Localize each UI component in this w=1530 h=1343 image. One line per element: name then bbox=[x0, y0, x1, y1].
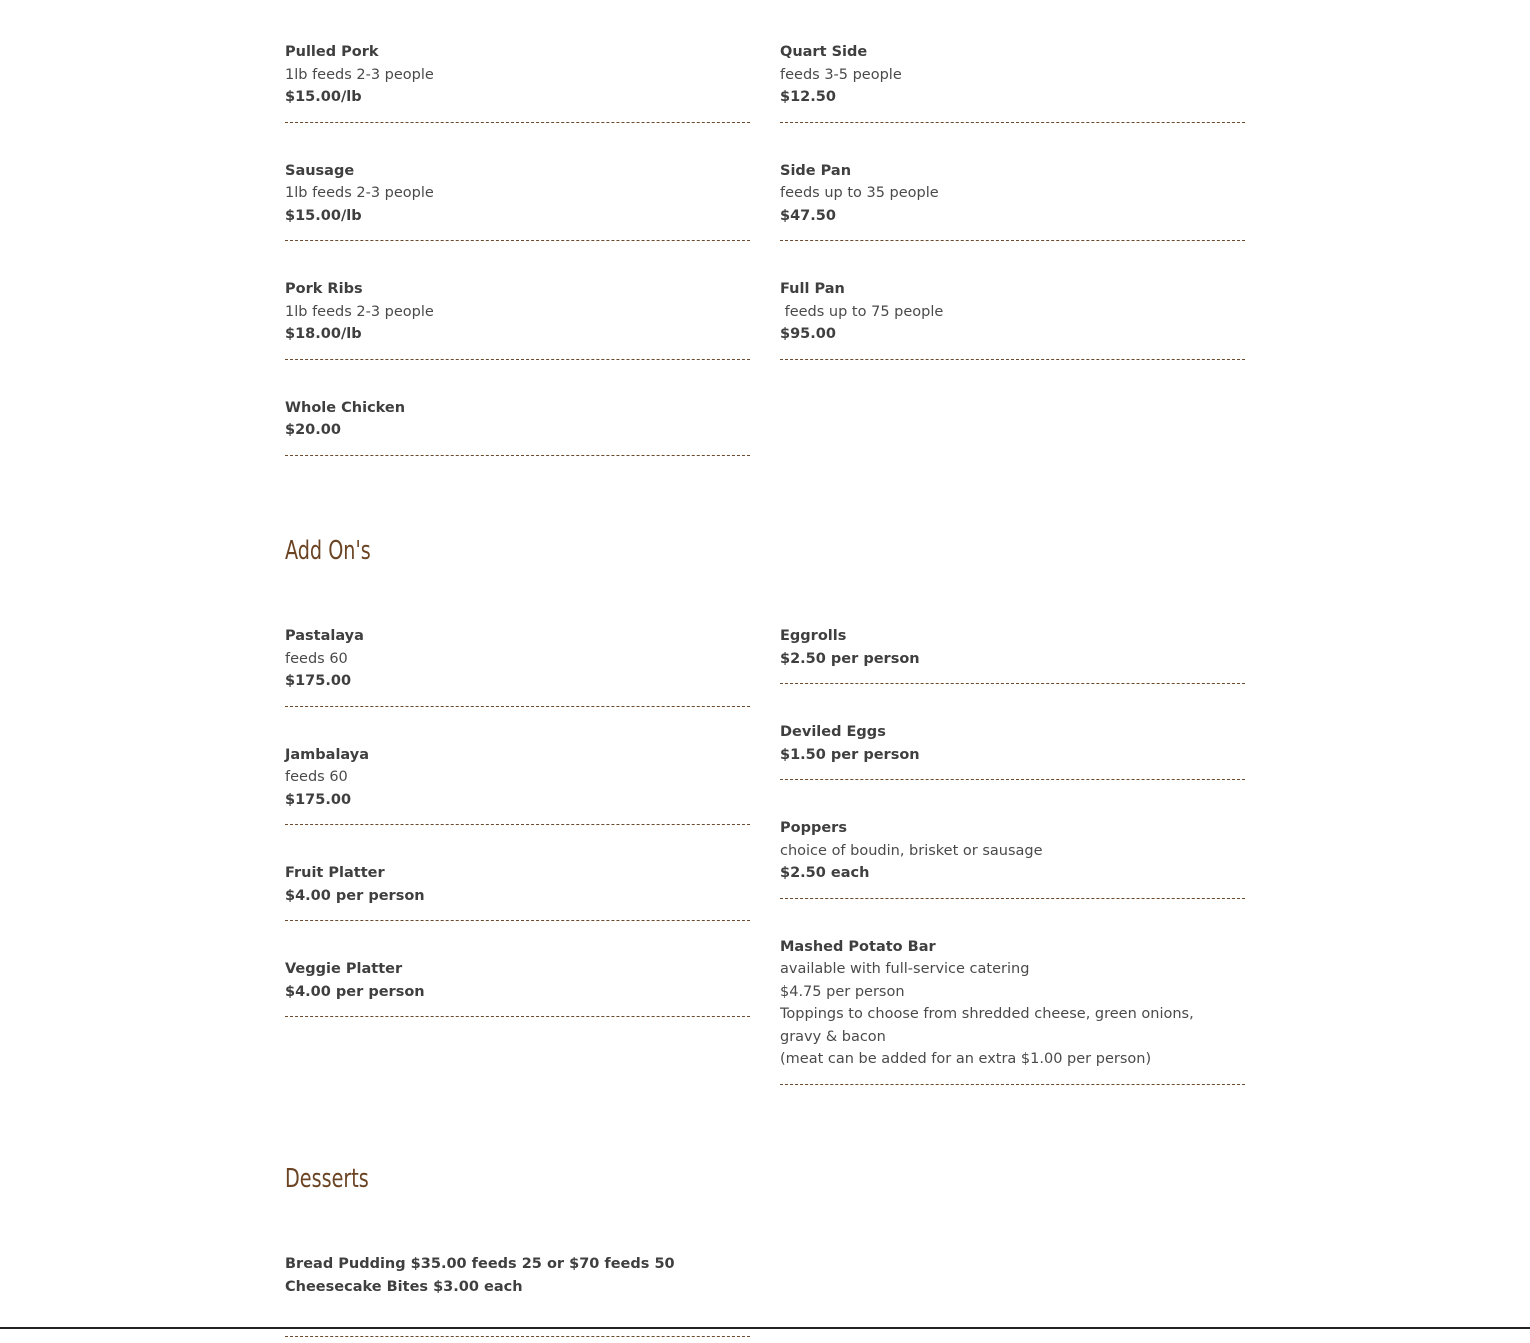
item-description: feeds up to 35 people bbox=[780, 185, 939, 201]
menu-item-pastalaya bbox=[285, 594, 750, 707]
meats-right-column bbox=[780, 10, 1245, 366]
menu-item-poppers bbox=[780, 786, 1245, 899]
item-description: 1lb feeds 2-3 people bbox=[285, 66, 434, 83]
item-name: Bread Pudding $35.00 feeds 25 or $70 feeds 50 bbox=[285, 1256, 675, 1272]
item-description: feeds up to 75 people bbox=[780, 303, 944, 320]
item-name: Mashed Potato Bar bbox=[780, 938, 936, 955]
addons-heading: Add On's bbox=[285, 536, 371, 566]
item-name: Jambalaya bbox=[285, 746, 369, 763]
menu-item-pulled-pork bbox=[285, 10, 750, 123]
menu-item-deviled-eggs bbox=[780, 690, 1245, 780]
menu-item-veggie-platter bbox=[285, 927, 750, 1017]
item-name: Full Pan bbox=[780, 281, 845, 297]
menu-item-side-pan bbox=[780, 129, 1245, 242]
item-name: Whole Chicken bbox=[285, 399, 406, 416]
item-price: $1.50 per person bbox=[780, 746, 920, 763]
item-name: Veggie Platter bbox=[285, 961, 403, 977]
menu-item-eggrolls bbox=[780, 594, 1245, 684]
item-price: $175.00 bbox=[285, 673, 352, 689]
item-name: Pastalaya bbox=[285, 628, 364, 644]
item-price: $18.00/lb bbox=[285, 326, 362, 342]
desserts-section bbox=[285, 1222, 750, 1343]
item-name: Side Pan bbox=[780, 162, 852, 179]
item-description: feeds 60 bbox=[285, 650, 348, 667]
item-name: Quart Side bbox=[780, 44, 868, 60]
item-description: choice of boudin, brisket or sausage bbox=[780, 842, 1043, 859]
item-price: $2.50 each bbox=[780, 865, 870, 881]
addons-left-column bbox=[285, 594, 750, 1023]
item-description: 1lb feeds 2-3 people bbox=[285, 303, 434, 320]
item-name: Pulled Pork bbox=[285, 44, 379, 60]
item-description: available with full-service catering bbox=[780, 961, 1030, 977]
item-description: Toppings to choose from shredded cheese, green onions, bbox=[780, 1006, 1194, 1022]
item-name: Sausage bbox=[285, 162, 355, 179]
menu-item-fruit-platter bbox=[285, 831, 750, 921]
item-name: Pork Ribs bbox=[285, 281, 363, 297]
menu-item-mashed-potato-bar bbox=[780, 905, 1245, 1085]
meats-left-column bbox=[285, 10, 750, 462]
item-description: $4.75 per person bbox=[780, 983, 905, 1000]
menu-item-desserts bbox=[285, 1222, 750, 1337]
item-price: $20.00 bbox=[285, 422, 341, 438]
item-name: Fruit Platter bbox=[285, 865, 385, 881]
menu-item-sausage bbox=[285, 129, 750, 242]
menu-item-jambalaya bbox=[285, 713, 750, 826]
item-price: $2.50 per person bbox=[780, 650, 920, 667]
item-name: Cheesecake Bites $3.00 each bbox=[285, 1278, 523, 1295]
item-price: $12.50 bbox=[780, 89, 836, 105]
meats-section bbox=[285, 10, 1245, 462]
item-description: feeds 3-5 people bbox=[780, 66, 902, 83]
item-description: gravy & bacon bbox=[780, 1028, 886, 1045]
item-name: Eggrolls bbox=[780, 628, 847, 644]
item-name: Poppers bbox=[780, 820, 847, 836]
item-price: $4.00 per person bbox=[285, 983, 425, 1000]
item-price: $15.00/lb bbox=[285, 207, 362, 224]
menu-item-whole-chicken bbox=[285, 366, 750, 456]
menu-item-quart-side bbox=[780, 10, 1245, 123]
item-price: $95.00 bbox=[780, 326, 836, 342]
menu-item-full-pan bbox=[780, 247, 1245, 360]
addons-right-column bbox=[780, 594, 1245, 1091]
menu-item-pork-ribs bbox=[285, 247, 750, 360]
item-price: $47.50 bbox=[780, 207, 836, 224]
item-description: 1lb feeds 2-3 people bbox=[285, 185, 434, 201]
item-description: feeds 60 bbox=[285, 769, 348, 785]
item-price: $4.00 per person bbox=[285, 887, 425, 904]
item-price: $15.00/lb bbox=[285, 89, 362, 105]
addons-section bbox=[285, 594, 1245, 1091]
item-name: Deviled Eggs bbox=[780, 724, 886, 740]
desserts-heading: Desserts bbox=[285, 1164, 369, 1194]
item-description: (meat can be added for an extra $1.00 per person) bbox=[780, 1051, 1152, 1067]
item-price: $175.00 bbox=[285, 791, 352, 808]
